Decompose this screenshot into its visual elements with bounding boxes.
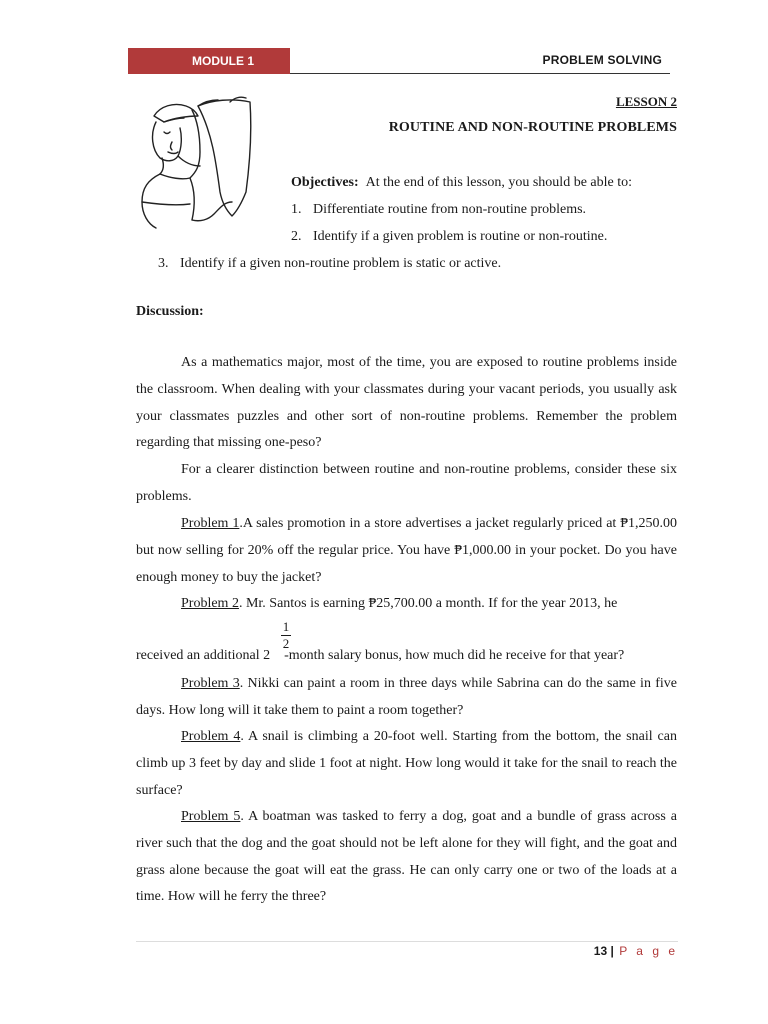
- objectives-label: Objectives:: [291, 175, 359, 190]
- problem-5: Problem 5. A boatman was tasked to ferry a dog, goat and a bundle of grass across a river such that the dog and the goat should not be left alone for they will fight, and the goat and grass alone because the goat will eat the grass. He can only carry one or two of the loads at a time. How will he ferry the three?: [136, 809, 677, 905]
- problem-label: Problem 3: [181, 676, 240, 691]
- problem-1: Problem 1.A sales promotion in a store advertises a jacket regularly priced at ₱1,250.00 but now selling for 20% off the regular price. You have ₱1,000.00 in your pocket. Do you have enough money to buy the jacket?: [136, 516, 677, 585]
- problem-label: Problem 1: [181, 516, 240, 531]
- footer-rule: [136, 941, 678, 942]
- problem-2-continued: received an additional 2 -month salary bonus, how much did he receive for that year?: [136, 648, 625, 663]
- problem-label: Problem 2: [181, 596, 239, 611]
- section-title: PROBLEM SOLVING: [542, 53, 662, 67]
- objectives-intro-text: At the end of this lesson, you should be able to:: [365, 175, 633, 190]
- page-footer: [594, 944, 678, 958]
- header-rule: [290, 73, 670, 74]
- module-label: MODULE 1: [128, 48, 290, 74]
- objectives-intro: [291, 175, 632, 191]
- problem-label: Problem 4: [181, 729, 241, 744]
- problem-2: Problem 2. Mr. Santos is earning ₱25,700.00 a month. If for the year 2013, he: [181, 596, 618, 611]
- lesson-title: ROUTINE AND NON-ROUTINE PROBLEMS: [388, 120, 677, 135]
- fraction: 1 2: [282, 619, 290, 651]
- person-holding-blank-sign-icon: [134, 92, 258, 230]
- problem-label: Problem 5: [181, 809, 241, 824]
- discussion-paragraph: As a mathematics major, most of the time, you are exposed to routine problems inside the classroom. When dealing with your classmates during your vacant periods, you usually ask your classmates puzzles and other sort of non-routine problems. Remember the problem regarding that missing one-peso?: [136, 355, 677, 451]
- page-header: [128, 48, 670, 74]
- objective-item: 2. Identify if a given problem is routine or non-routine.: [291, 229, 608, 244]
- objective-item: 3. Identify if a given non-routine problem is static or active.: [158, 256, 502, 271]
- problem-4: Problem 4. A snail is climbing a 20-foot well. Starting from the bottom, the snail can climb up 3 feet by day and slide 1 foot at night. How long would it take for the snail to reach the surface?: [136, 729, 677, 798]
- problem-3: Problem 3. Nikki can paint a room in three days while Sabrina can do the same in five days. How long will it take them to paint a room together?: [136, 676, 677, 718]
- discussion-heading: Discussion:: [136, 304, 204, 319]
- lesson-number: LESSON 2: [615, 94, 677, 109]
- footer-separator: |: [610, 944, 614, 958]
- objective-item: 1. Differentiate routine from non-routine problems.: [291, 202, 587, 217]
- page-word: P a g e: [619, 944, 678, 958]
- page-number: 13: [593, 944, 608, 958]
- discussion-paragraph: For a clearer distinction between routine and non-routine problems, consider these six problems.: [136, 462, 677, 504]
